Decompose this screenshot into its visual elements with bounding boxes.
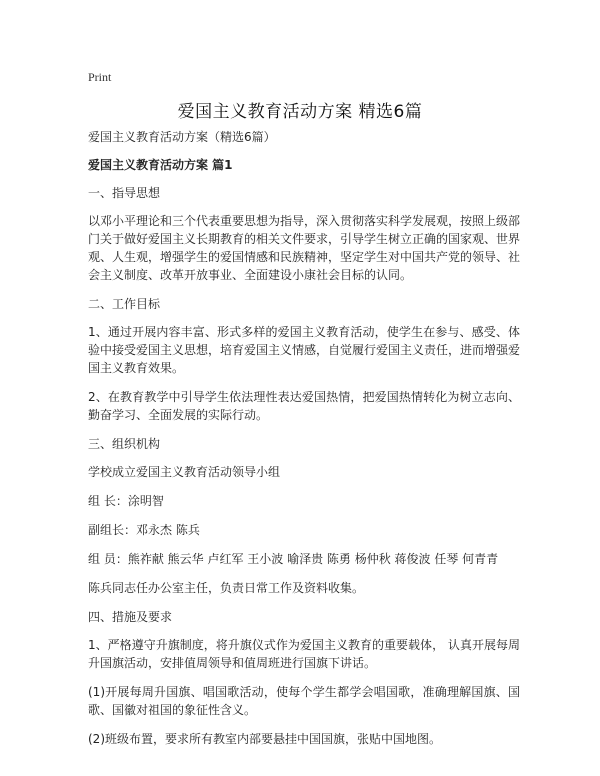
paragraph: 以邓小平理论和三个代表重要思想为指导，深入贯彻落实科学发展观，按照上级部门关于做好爱国主义长期教育的相关文件要求，引导学生树立正确的国家观、世界观、人生观，增强学生的爱国情感和民族精神，坚定学生对中国共产党的领导、社会主义制度、改革开放事业、全面建设小康社会目标的认同。 (88, 214, 521, 282)
paragraph: 组 员：熊祚献 熊云华 卢红军 王小波 喻泽贵 陈勇 杨仲秋 蒋俊波 任琴 何青青 (88, 552, 499, 566)
paragraph: (1)开展每周升国旗、唱国歌活动，使每个学生都学会唱国歌，准确理解国旗、国歌、国徽对祖国的象征性含义。 (88, 685, 520, 717)
paragraph: 2、在教育教学中引导学生依法理性表达爱国热情，把爱国热情转化为树立志向、勤奋学习、全面发展的实际行动。 (88, 390, 520, 422)
heading-guiding-thought: 一、指导思想 (88, 186, 161, 200)
heading-measures: 四、措施及要求 (88, 610, 173, 624)
paragraph: 陈兵同志任办公室主任，负责日常工作及资料收集。 (88, 581, 365, 595)
document-title: 爱国主义教育活动方案 精选6篇 (177, 102, 423, 122)
heading-work-goals: 二、工作目标 (88, 297, 161, 311)
paragraph: 副组长：邓永杰 陈兵 (88, 523, 200, 537)
heading-organization: 三、组织机构 (88, 437, 161, 451)
paragraph: 学校成立爱国主义教育活动领导小组 (88, 465, 281, 479)
document-body (88, 128, 520, 759)
paragraph: 组 长：涂明智 (88, 494, 164, 508)
paragraph: 1、严格遵守升旗制度，将升旗仪式作为爱国主义教育的重要载体， 认真开展每周升国旗活动，安排值周领导和值周班进行国旗下讲话。 (88, 638, 520, 670)
paragraph: (2)班级布置，要求所有教室内部要悬挂中国国旗，张贴中国地图。 (88, 732, 442, 746)
print-link[interactable]: Print (88, 70, 112, 84)
paragraph: 1、通过开展内容丰富、形式多样的爱国主义教育活动，使学生在参与、感受、体验中接受爱国主义思想，培育爱国主义情感，自觉履行爱国主义责任，进而增强爱国主义教育效果。 (88, 325, 521, 375)
section-title: 爱国主义教育活动方案 篇1 (88, 158, 233, 172)
document-subtitle: 爱国主义教育活动方案（精选6篇） (88, 130, 276, 144)
